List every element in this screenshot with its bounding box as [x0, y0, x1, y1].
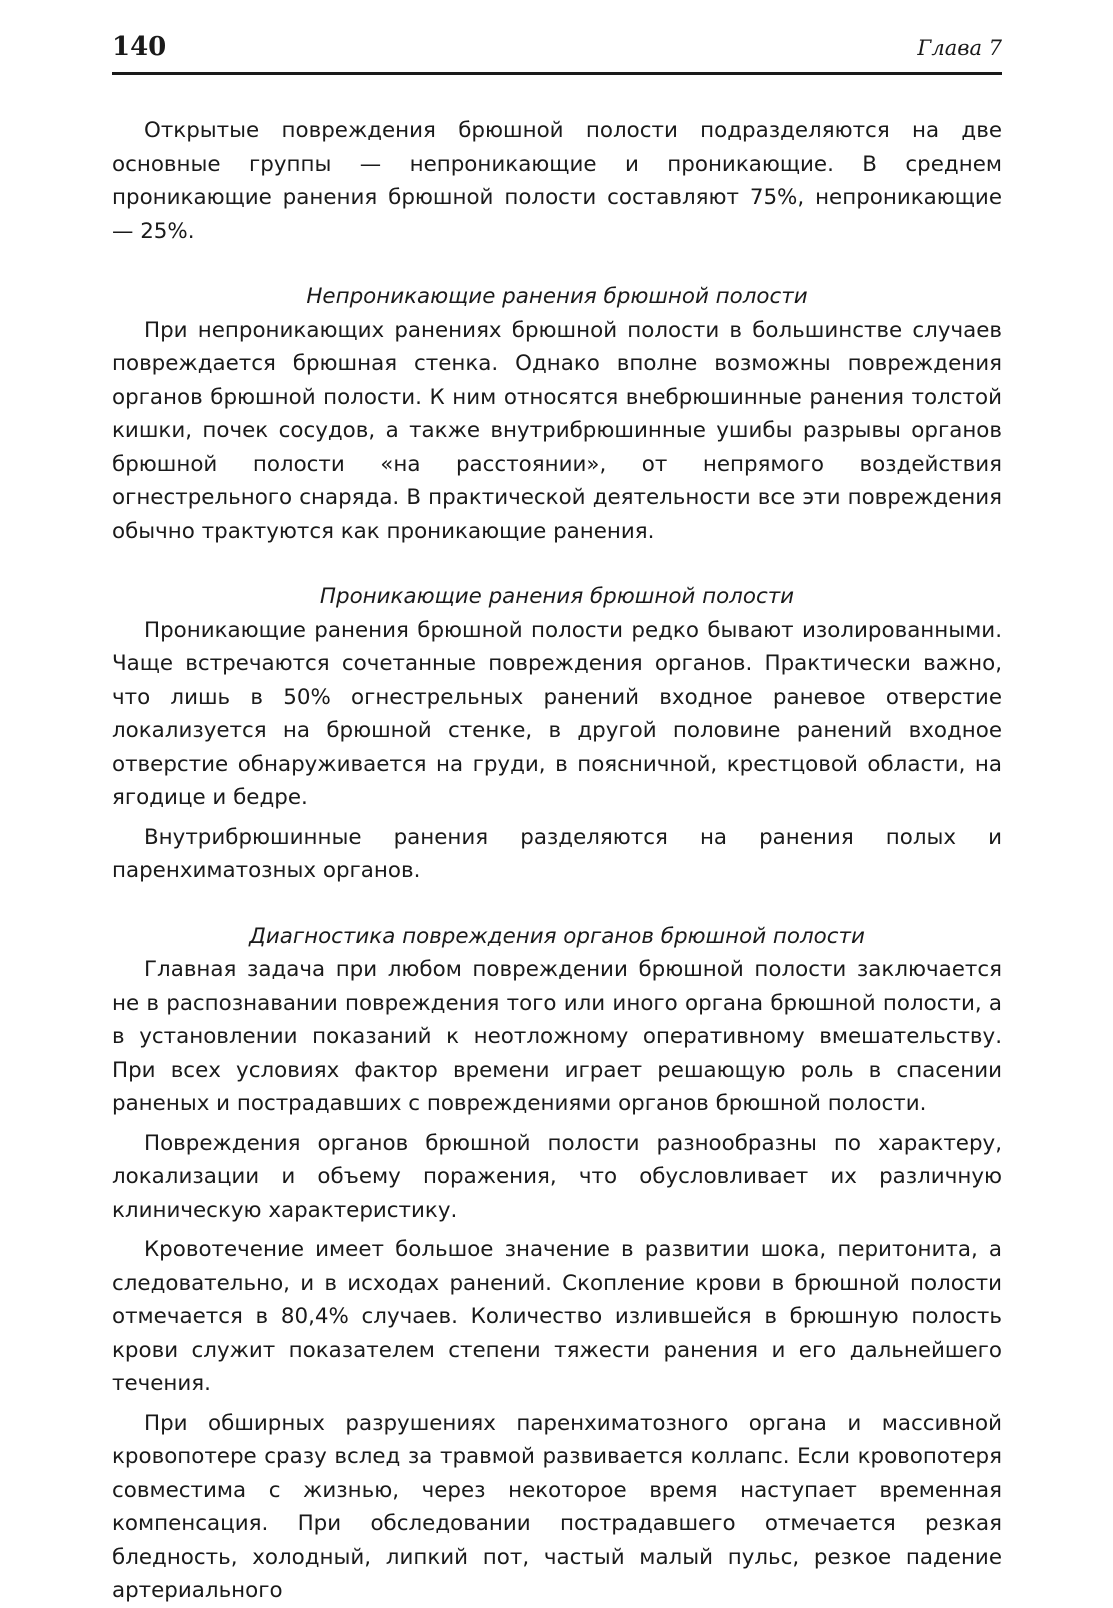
page-header — [112, 30, 1002, 75]
section-heading-nonpenetrating: Непроникающие ранения брюшной полости — [306, 284, 808, 309]
page-number: 140 — [112, 32, 167, 62]
paragraph-collapse: При обширных разрушениях паренхиматозного органа и массивной кровопотере сразу вслед за травмой развивается коллапс. Если кровопотеря совместима с жизнью, через некоторое время наступает временная компенсация. При обследовании пострадавшего отмечается резкая бледность, холодный, липкий пот, частый малый пульс, резкое падение артериального — [112, 1410, 1002, 1603]
paragraph-intro: Открытые повреждения брюшной полости подразделяются на две основные группы — непроникающие и проникающие. В среднем проникающие ранения брюшной полости составляют 75%, непроникающие — 25%. — [112, 118, 1002, 244]
paragraph-penetrating: Проникающие ранения брюшной полости редко бывают изолированными. Чаще встречаются сочетанные повреждения органов. Практически важно, что лишь в 50% огнестрельных ранений входное раневое отверстие локализуется на брюшной стенке, в другой половине ранений входное отверстие обнаруживается на груди, в поясничной, крестцовой области, на ягодице и бедре. — [112, 617, 1002, 810]
paragraph-main-task: Главная задача при любом повреждении брюшной полости заключается не в распознавании повреждения того или иного органа брюшной полости, а в установлении показаний к неотложному оперативному вмешательству. При всех условиях фактор времени играет решающую роль в спасении раненых и пострадавших с повреждениями органов брюшной полости. — [112, 957, 1002, 1116]
chapter-title: Глава 7 — [917, 36, 1002, 60]
paragraph-bleeding: Кровотечение имеет большое значение в развитии шока, перитонита, а следовательно, и в исходах ранений. Скопление крови в брюшной полости отмечается в 80,4% случаев. Количество излившейся в брюшную полость крови служит показателем степени тяжести ранения и его дальнейшего течения. — [112, 1237, 1002, 1396]
section-heading-diagnostics: Диагностика повреждения органов брюшной полости — [249, 923, 865, 949]
section-heading-penetrating: Проникающие ранения брюшной полости — [319, 584, 795, 609]
paragraph-intraperitoneal: Внутрибрюшинные ранения разделяются на ранения полых и паренхиматозных органов. — [112, 824, 1002, 883]
page-body — [112, 114, 1002, 1608]
paragraph-variety: Повреждения органов брюшной полости разнообразны по характеру, локализации и объему поражения, что обусловливает их различную клиническую характеристику. — [112, 1130, 1002, 1223]
paragraph-nonpenetrating: При непроникающих ранениях брюшной полости в большинстве случаев повреждается брюшная стенка. Однако вполне возможны повреждения органов брюшной полости. К ним относятся внебрюшинные ранения толстой кишки, почек сосудов, а также внутрибрюшинные ушибы разрывы органов брюшной полости «на расстоянии», от непрямого воздействия огнестрельного снаряда. В практической деятельности все эти повреждения обычно трактуются как проникающие ранения. — [112, 317, 1002, 544]
